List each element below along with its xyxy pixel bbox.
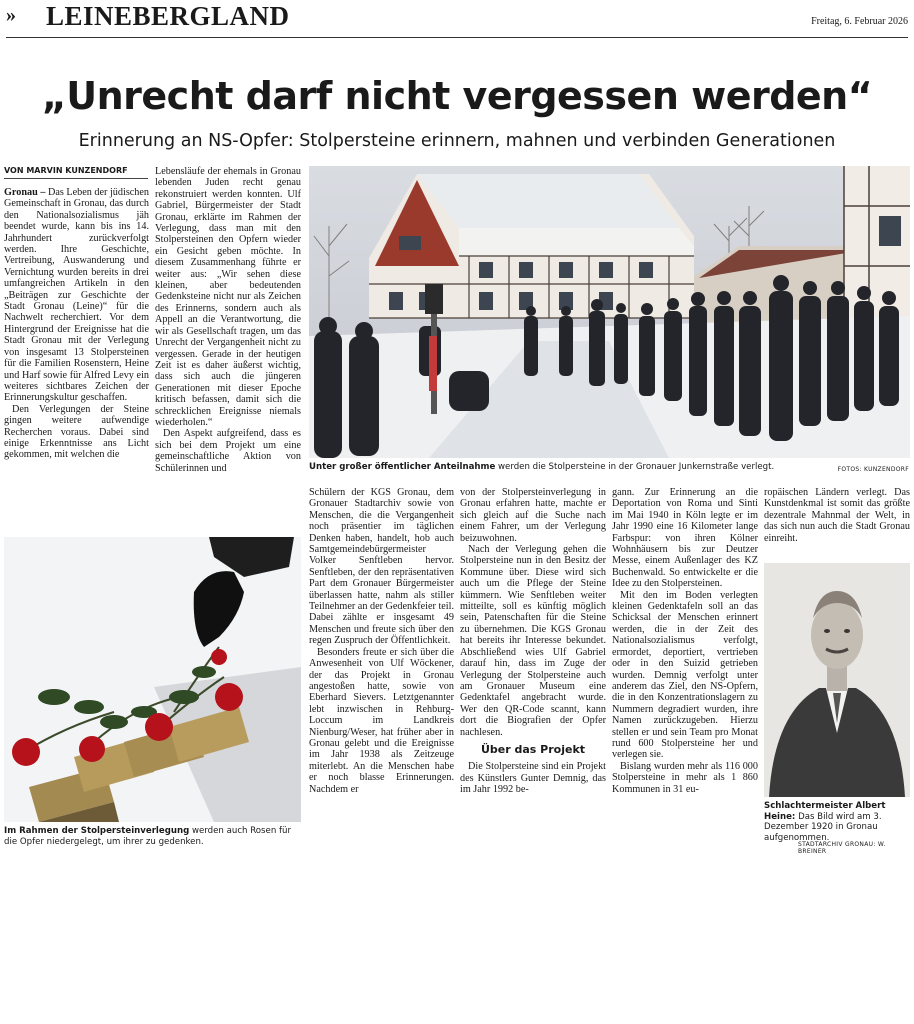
ressort-arrow: » (6, 4, 16, 26)
caption-text: werden auch Rosen für die Opfer niedergelegt, um ihrer zu gedenken. (4, 826, 292, 847)
author-byline: VON MARVIN KUNZENDORF (4, 166, 128, 175)
paragraph: Den Verlegungen der Steine gingen weitere aufwendige Recherchen voraus. Dabei sind einige Erkenntnisse ans Licht gekommen, mit welchen die (4, 403, 149, 461)
ceremony-scene-illustration (309, 166, 910, 458)
text-column-3 (309, 487, 454, 795)
paragraph: gann. Zur Erinnerung an die Deportation von Roma und Sinti im Mai 1940 in Köln legte er im Jahr 1990 eine 16 Kilometer lange Farbspur: von ihren Kölner Wohnhäusern bis zur Deutzer Messe, einem Außenlager des KZ Buchenwald. So entwickelte er die Idee zu den Stolpersteinen. (612, 487, 758, 590)
caption-bold: Im Rahmen der Stolpersteinverlegung (4, 826, 190, 836)
byline-divider (4, 178, 148, 179)
caption-text: Das Bild wird am 3. Dezember 1920 in Gronau aufgenommen. (764, 811, 882, 843)
portrait-caption (764, 801, 910, 843)
paragraph: Lebensläufe der ehemals in Gronau lebenden Juden recht genau rekonstruiert werden konnten. Ulf Gabriel, Bürgermeister der Stadt Gronau, erklärte im Rahmen der Verlegung, dass man mit den Stolpersteinen den Opfern wieder ein Gesicht geben möchte. In diesem Zusammenhang führte er weiter aus: „Wir sehen diese kleinen, aber bedeutenden Gedenksteine nicht nur als Zeichen des Erinnerns, sondern auch als Appell an die Verantwortung, die wir als Gesellschaft tragen, um das Unrecht der Vergangenheit nicht zu vergessen. Gerade in der heutigen Zeit ist es daher äußerst wichtig, dass sich auch die jüngeren Generationen mit dieser Epoche kritisch befassen, damit sich die schrecklichen Ereignisse niemals wiederholen.“ (155, 166, 301, 428)
article-headline: „Unrecht darf nicht vergessen werden“ (41, 74, 873, 118)
paragraph: Die Stolpersteine sind ein Projekt des Künstlers Gunter Demnig, das im Jahr 1992 be- (460, 761, 606, 796)
stones-photo-caption (4, 826, 301, 847)
text-column-6 (764, 487, 910, 544)
dateline: Gronau – (4, 187, 46, 198)
text-column-5 (612, 487, 758, 795)
header-divider (6, 37, 908, 38)
text-column-4 (460, 487, 606, 796)
paragraph: Bislang wurden mehr als 116 000 Stolpersteine in mehr als 1 860 Kommunen in 31 eu- (612, 760, 758, 795)
caption-bold: Schlachtermeister Albert Heine: (764, 801, 886, 822)
main-photo-caption (309, 462, 829, 473)
paragraph: Das Leben der jüdischen Gemeinschaft in Gronau, das durch den Nationalsozialismus jäh beendet wurde, kann bis ins 14. Jahrhundert zurückverfolgt werden. Ihre Geschichte, Vertreibung, Auswanderung und Vernichtung wurden bereits in drei umfangreichen Artikeln in den „Beiträgen zur Geschichte der Stadt Gronau (Leine)“ für die Nachwelt recherchiert. Vor dem Hintergrund der Ereignisse hat die Stadt Gronau mit der Verlegung von insgesamt 13 Stolpersteinen für die Familien Rosenstern, Heine und Harf sowie für Alfred Levy ein weiteres sichtbares Zeichen der Erinnerungskultur geschaffen. (4, 187, 150, 404)
issue-date: Freitag, 6. Februar 2026 (811, 16, 908, 27)
paragraph: Besonders freute er sich über die Anwesenheit von Ulf Wöckener, der das Projekt in Gronau angestoßen hatte, sowie von Eberhard Sievers. Letztgenannter lebt inzwischen in Rehburg-Loccum im Landkreis Nienburg/Weser, hat früher aber in Gronau gelebt und die Ereignisse im Jahr 1938 als Zeitzeuge miterlebt. An die Menschen habe er noch blasse Erinnerungen. Nachdem er (309, 646, 454, 795)
portrait-illustration (764, 563, 910, 797)
article-subheadline: Erinnerung an NS-Opfer: Stolpersteine erinnern, mahnen und verbinden Generationen (78, 131, 836, 151)
paragraph: von der Stolpersteinverlegung in Gronau erfahren hatte, machte er sich gleich auf die Suche nach einem Fahrer, um der Verlegung beizuwohnen. (460, 487, 606, 544)
caption-bold: Unter großer öffentlicher Anteilnahme (309, 462, 496, 472)
text-column-2 (155, 166, 301, 474)
paragraph: Nach der Verlegung gehen die Stolpersteine nun in den Besitz der Kommune über. Diese wird sich auch um die Pflege der Steine kümmern. Wie Senftleben weiter mitteilte, soll es künftig möglich sein, Patenschaften für die Steine zu übernehmen. Die KGS Gronau hat bereits ihr Interesse bekundet. Abschließend wies Ulf Gabriel darauf hin, dass im Zuge der Verlegung der Stolpersteine auch am Gronauer Museum eine Gedenktafel angebracht wurde. Wer den QR-Code scannt, kann dort die Biografien der Opfer nachlesen. (460, 544, 606, 738)
portrait-credit: STADTARCHIV GRONAU: W. BREINER (798, 841, 886, 855)
stones-roses-illustration (4, 537, 301, 822)
section-subheading: Über das Projekt (480, 742, 586, 756)
paragraph: Mit den im Boden verlegten kleinen Gedenktafeln soll an das Schicksal der Menschen erinnert werden, die in der Zeit des Nationalsozialismus verfolgt, ermordet, deportiert, vertrieben oder in den Suizid getrieben wurden. Demnig verfolgt unter anderem das Ziel, den NS-Opfern, die in den Konzentrationslagern zu Nummern degradiert wurden, ihre Namen zurückzugeben. Hierzu stellen er und sein Team pro Monat rund 600 Stolpersteine her und verlegen sie. (612, 589, 758, 761)
text-column-1 (4, 187, 149, 461)
ressort-title: LEINEBERGLAND (46, 1, 290, 31)
albert-heine-portrait (764, 563, 910, 797)
paragraph: Schülern der KGS Gronau, dem Gronauer Stadtarchiv sowie von Menschen, die die Vergangenheit noch präsentier im täglichen Denken haben, handelt, hob auch Samtgemeindebürgermeister Volker Senftleben hervor. Senftleben, der den repräsentativen Part dem Gronauer Bürgermeister überlassen hatte, nahm als stiller Teilnehmer an der Gedenkfeier teil. Dabei zählte er insgesamt 49 Menschen und freute sich über den regen Zuspruch der Öffentlichkeit. (309, 487, 454, 647)
stolpersteine-roses-photo (4, 537, 301, 822)
main-photo-credit: FOTOS: KUNZENDORF (837, 466, 909, 473)
caption-text: werden die Stolpersteine in der Gronauer Junkernstraße verlegt. (495, 462, 775, 472)
paragraph: Den Aspekt aufgreifend, dass es sich bei dem Projekt um eine gemeinschaftliche Aktion von Schülerinnen und (155, 428, 301, 474)
paragraph: ropäischen Ländern verlegt. Das Kunstdenkmal ist somit das größte dezentrale Mahnmal der Welt, in das sich nun auch die Stadt Gronau einreiht. (764, 487, 910, 544)
main-photo-ceremony (309, 166, 910, 458)
